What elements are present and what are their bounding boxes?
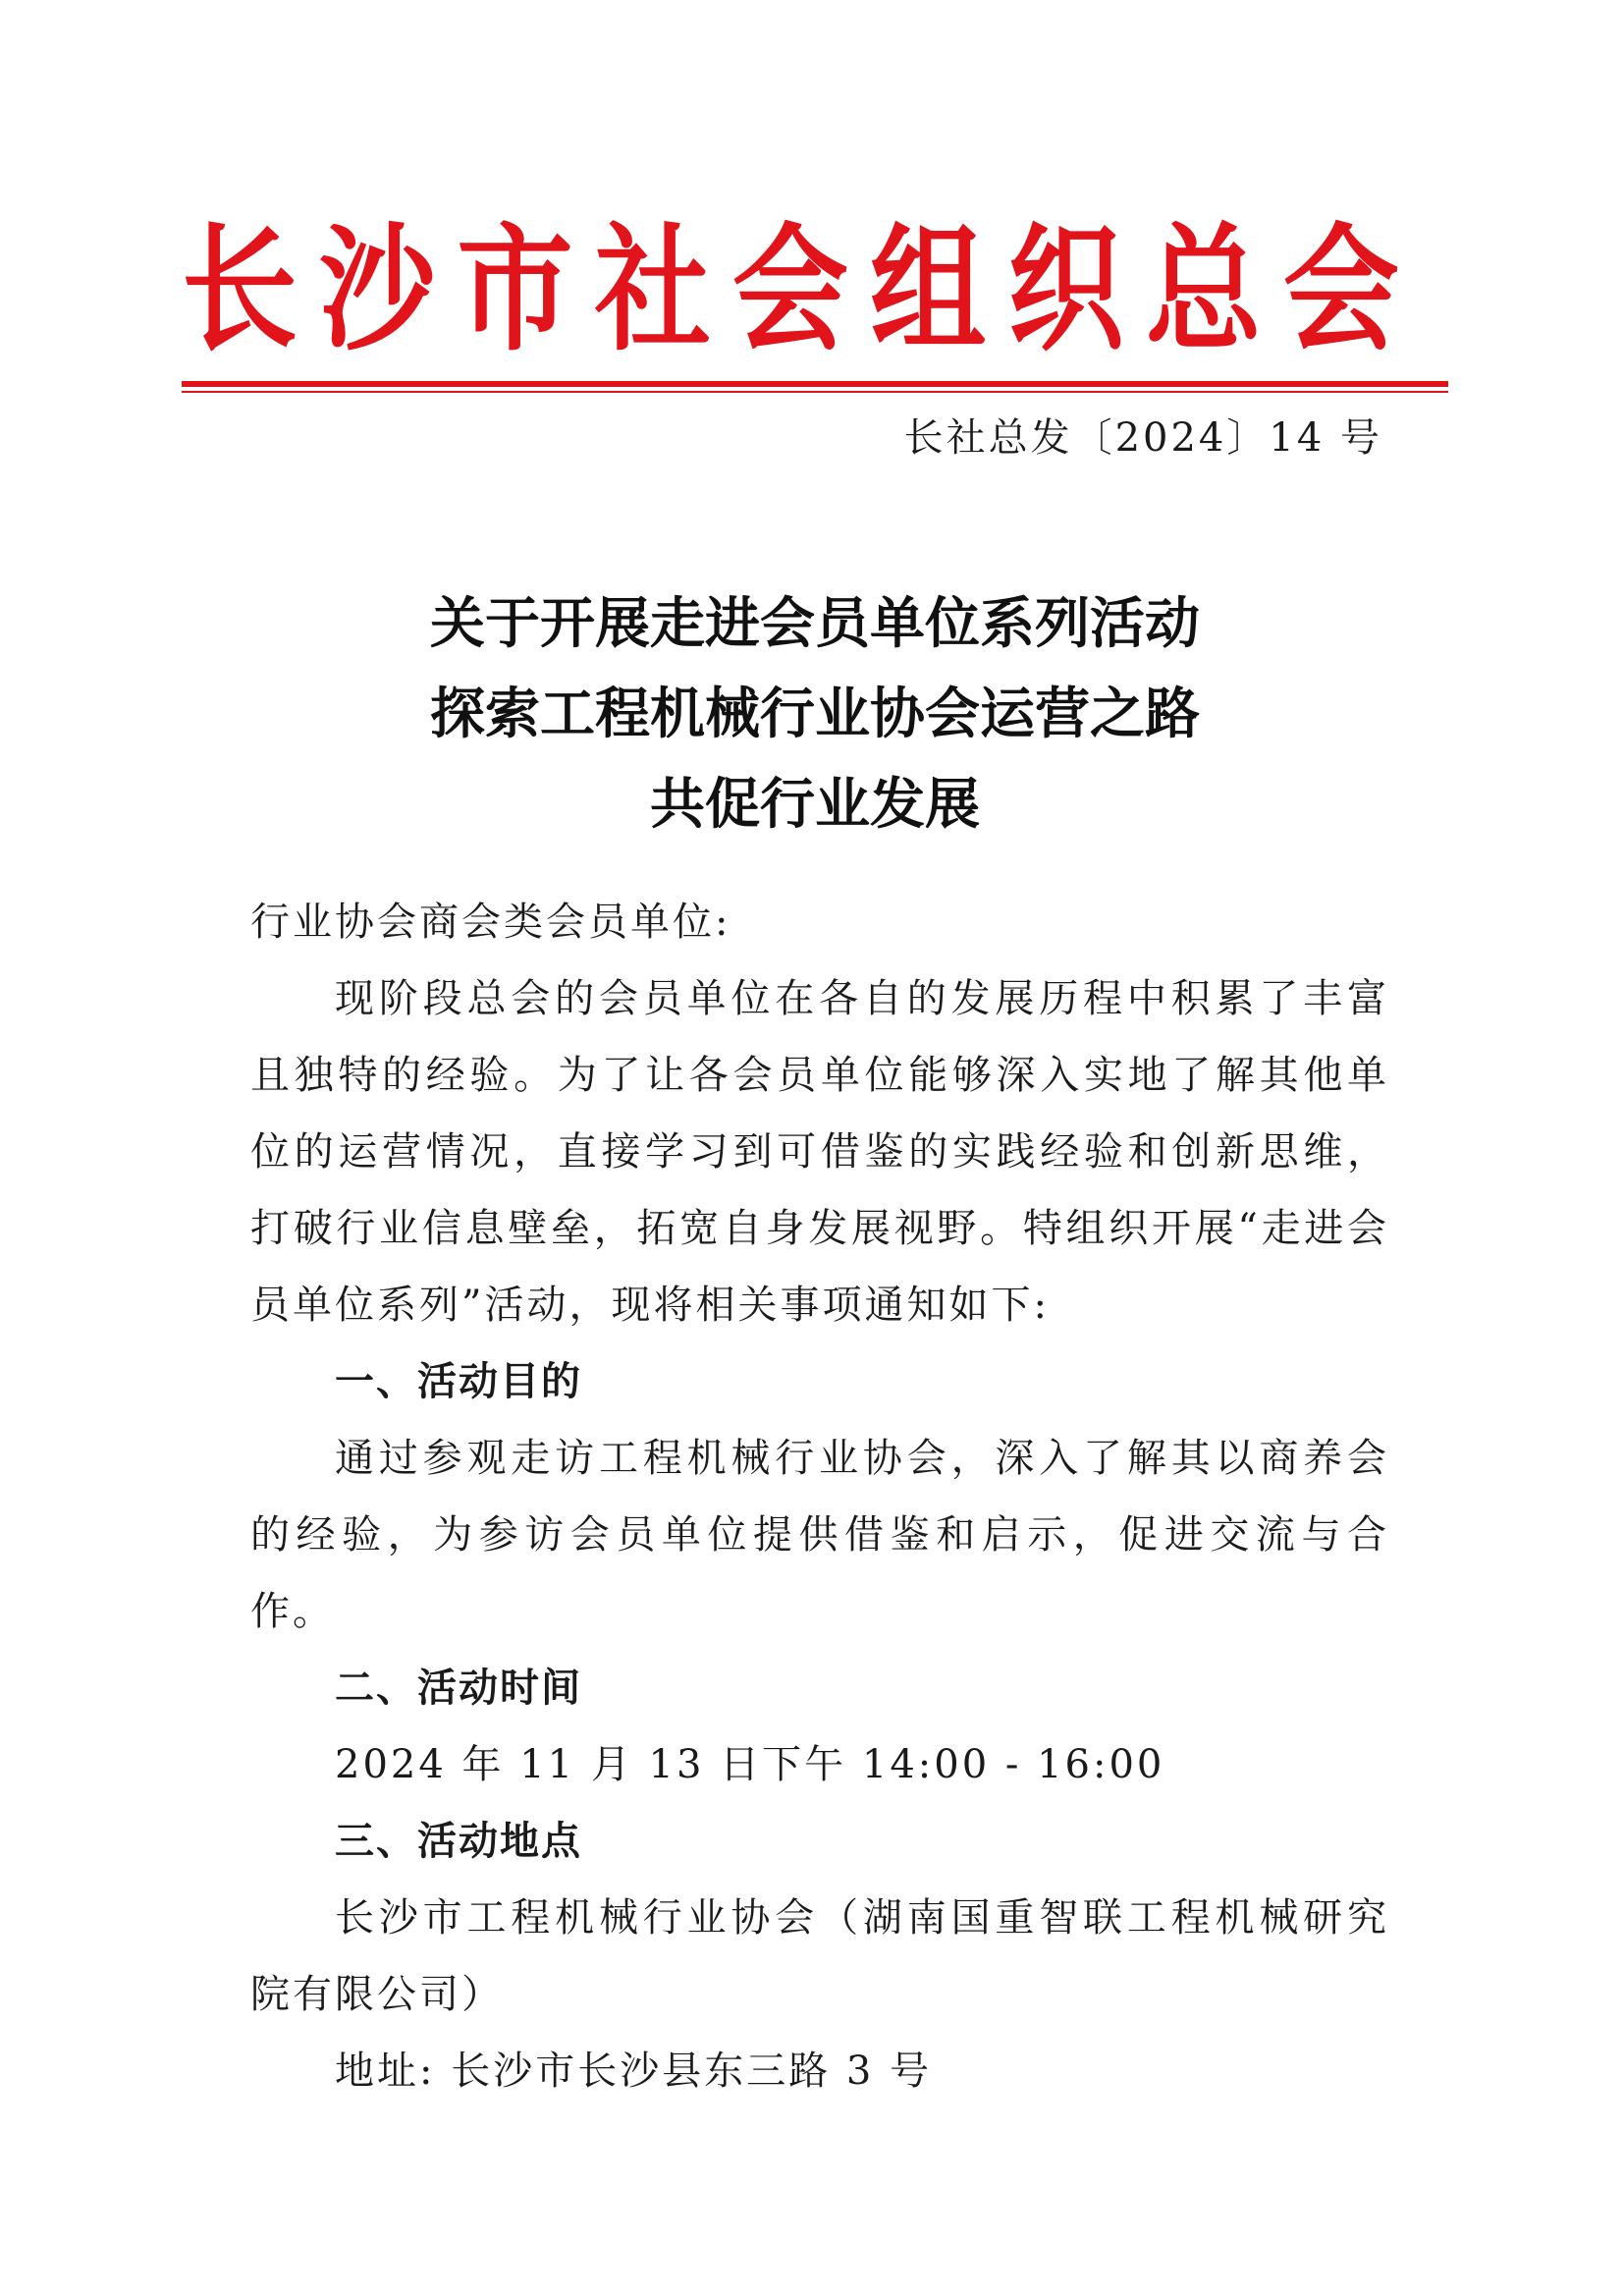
org-letterhead	[182, 208, 1399, 370]
org-char: 总	[1145, 208, 1262, 370]
document-title	[182, 579, 1448, 850]
letterhead-rule-thin	[182, 391, 1448, 393]
section-heading-location: 三、活动地点	[335, 1819, 582, 1864]
title-line: 关于开展走进会员单位系列活动	[430, 592, 1200, 656]
section-purpose-text: 通过参观走访工程机械行业协会，深入了解其以商养会的经验，为参访会员单位提供借鉴和启示，促进交流与合作。	[250, 1436, 1389, 1634]
org-char: 会	[1282, 208, 1399, 370]
title-line: 共促行业发展	[650, 773, 980, 837]
org-char: 会	[731, 208, 848, 370]
section-time-text: 2024 年 11 月 13 日下午 14:00 - 16:00	[335, 1742, 1165, 1787]
address-line: 地址: 长沙市长沙县东三路 3 号	[335, 2049, 933, 2094]
section-location-text: 长沙市工程机械行业协会（湖南国重智联工程机械研究院有限公司）	[250, 1895, 1389, 2017]
intro-paragraph: 现阶段总会的会员单位在各自的发展历程中积累了丰富且独特的经验。为了让各会员单位能够深入实地了解其他单位的运营情况，直接学习到可借鉴的实践经验和创新思维，打破行业信息壁垒，拓宽自身发展视野。特组织开展“走进会员单位系列”活动，现将相关事项通知如下:	[250, 976, 1389, 1328]
section-heading-time: 二、活动时间	[335, 1666, 582, 1711]
document-number: 长社总发〔2024〕14 号	[903, 415, 1382, 461]
title-line: 探索工程机械行业协会运营之路	[430, 683, 1200, 746]
letterhead-rule-thick	[182, 381, 1448, 387]
section-heading-purpose: 一、活动目的	[335, 1359, 582, 1404]
org-char: 长	[182, 208, 298, 370]
document-body	[250, 884, 1389, 2109]
org-char: 组	[870, 208, 987, 370]
org-char: 沙	[319, 208, 436, 370]
org-char: 织	[1007, 208, 1124, 370]
org-char: 社	[594, 208, 711, 370]
org-char: 市	[457, 208, 573, 370]
salutation: 行业协会商会类会员单位:	[250, 900, 731, 945]
